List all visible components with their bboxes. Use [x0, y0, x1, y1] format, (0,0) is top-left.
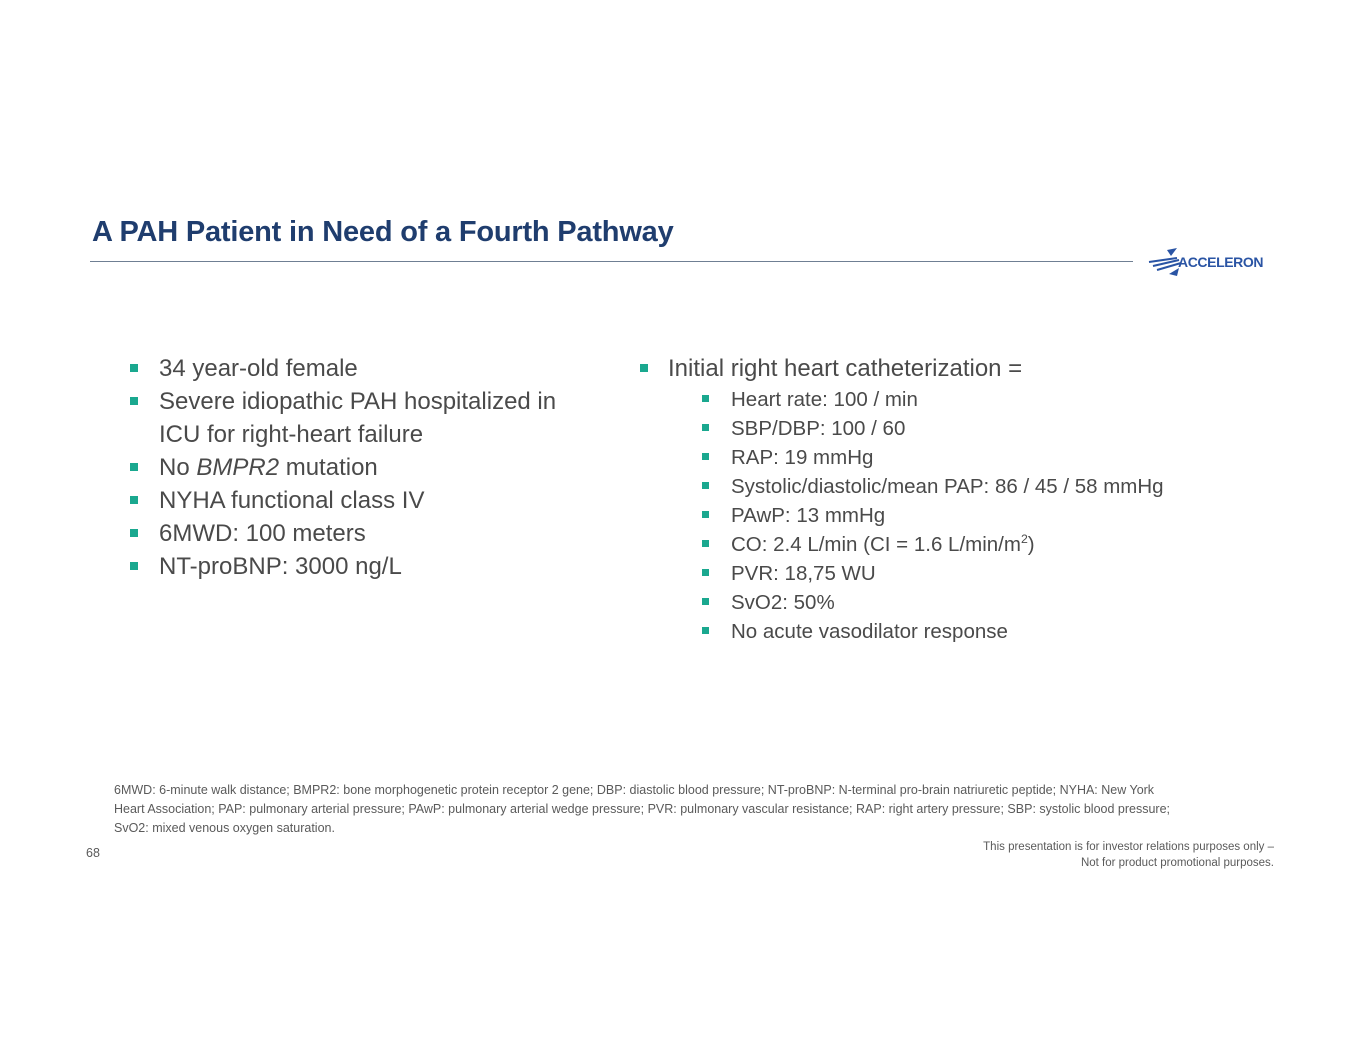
square-bullet-icon [702, 540, 709, 547]
square-bullet-icon [130, 364, 138, 372]
list-item: PVR: 18,75 WU [702, 559, 1280, 588]
list-item: Heart rate: 100 / min [702, 385, 1280, 414]
square-bullet-icon [702, 482, 709, 489]
square-bullet-icon [130, 397, 138, 405]
list-item: RAP: 19 mmHg [702, 443, 1280, 472]
list-item: SvO2: 50% [702, 588, 1280, 617]
list-item: No BMPR2 mutation [130, 451, 590, 484]
list-item: 34 year-old female [130, 352, 590, 385]
slide-title: A PAH Patient in Need of a Fourth Pathway [92, 216, 674, 248]
catheterization-section [640, 352, 1280, 646]
page-number: 68 [86, 846, 100, 860]
list-item: NT-proBNP: 3000 ng/L [130, 550, 590, 583]
logo-wordmark: ACCELERON [1178, 254, 1264, 270]
title-divider [90, 261, 1133, 262]
disclaimer-line-2: Not for product promotional purposes. [1080, 857, 1274, 869]
square-bullet-icon [130, 562, 138, 570]
list-item: PAwP: 13 mmHg [702, 501, 1280, 530]
square-bullet-icon [702, 453, 709, 460]
patient-profile-list [130, 352, 590, 583]
square-bullet-icon [702, 598, 709, 605]
list-item: CO: 2.4 L/min (CI = 1.6 $L/\min/m^2$) [702, 530, 1280, 559]
square-bullet-icon [702, 424, 709, 431]
square-bullet-icon [130, 463, 138, 471]
square-bullet-icon [702, 569, 709, 576]
abbreviations-footnote: 6MWD: 6-minute walk distance; BMPR2: bone morphogenetic protein receptor 2 gene; DBP: diastolic blood pressure; NT-proBNP: N-terminal pro-brain natriuretic peptide; NYHA: New York Heart Association; PAP: pulmonary arterial pressure; PAwP: pulmonary arterial wedge pressure; PVR: pulmonary vascular resistance; RAP: right artery pressure; SBP: systolic blood pressure; SvO2: mixed venous oxygen saturation. [114, 783, 1171, 835]
acceleron-logo [1147, 246, 1279, 278]
list-item: NYHA functional class IV [130, 484, 590, 517]
square-bullet-icon [702, 627, 709, 634]
square-bullet-icon [130, 496, 138, 504]
catheterization-values-list [640, 385, 1280, 646]
square-bullet-icon [702, 511, 709, 518]
square-bullet-icon [130, 529, 138, 537]
disclaimer-line-1: This presentation is for investor relations purposes only – [983, 841, 1274, 853]
square-bullet-icon [702, 395, 709, 402]
list-item: Systolic/diastolic/mean PAP: 86 / 45 / 58 mmHg [702, 472, 1280, 501]
list-item: SBP/DBP: 100 / 60 [702, 414, 1280, 443]
list-item: No acute vasodilator response [702, 617, 1280, 646]
disclaimer [983, 839, 1274, 871]
list-item: Severe idiopathic PAH hospitalized in ICU for right-heart failure [130, 385, 590, 451]
list-item: 6MWD: 100 meters [130, 517, 590, 550]
square-bullet-icon [640, 364, 648, 372]
catheterization-heading: Initial right heart catheterization = [640, 352, 1280, 385]
